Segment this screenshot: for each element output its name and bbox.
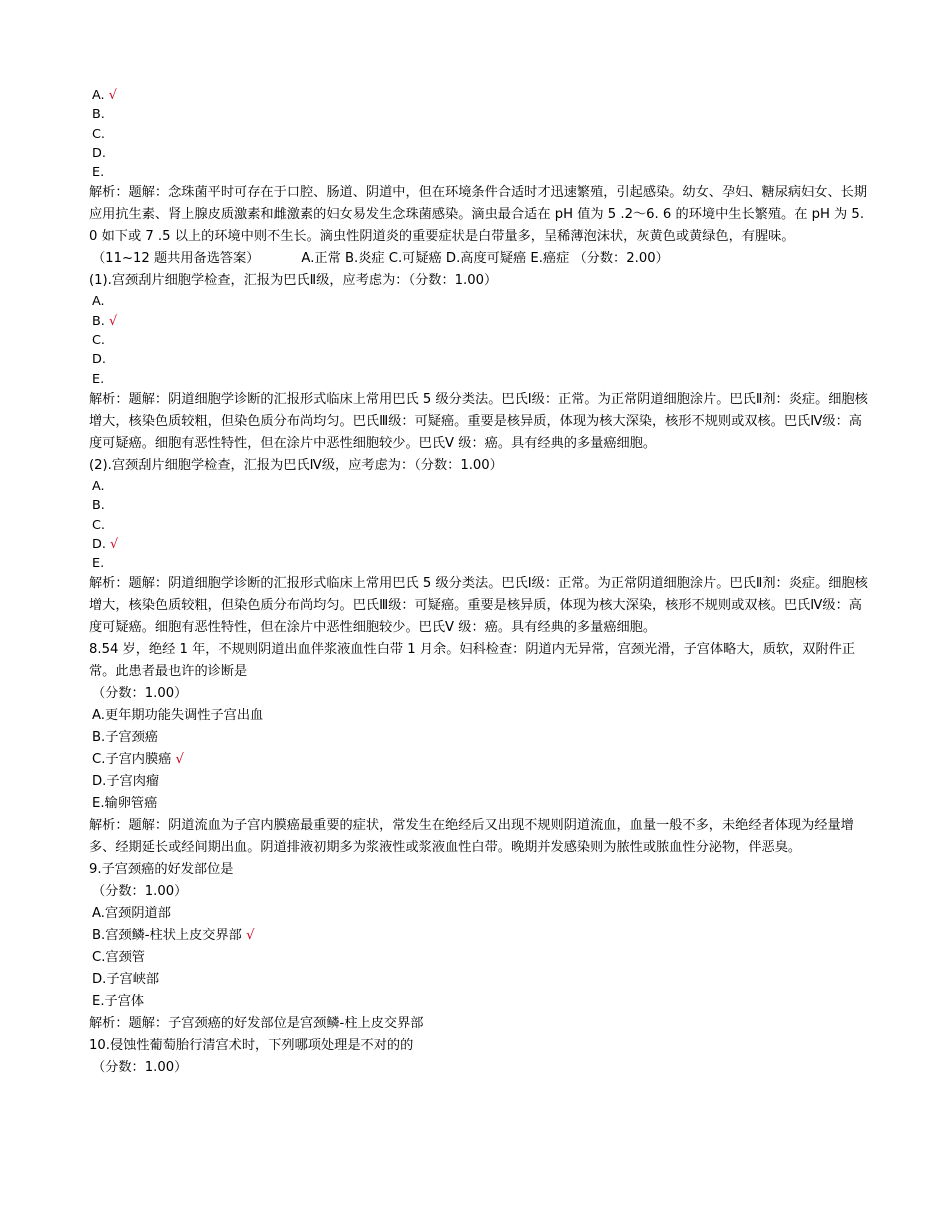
correct-mark: √: [108, 88, 117, 103]
option-e: E.: [92, 371, 105, 387]
option-a: A.更年期功能失调性子宫出血: [92, 708, 264, 724]
correct-mark: √: [246, 928, 255, 944]
option-c: C.宫颈管: [92, 950, 145, 966]
option-c: C.: [92, 333, 106, 349]
analysis-text: 解析：题解：念珠菌平时可存在于口腔、肠道、阴道中，但在环境条件合适时才迅速繁殖，引起感染。幼女、孕妇、糖尿病妇女、长期应用抗生素、肾上腺皮质激素和雌激素的妇女易发生念珠菌感染。滴虫最合适在 pH 值为 5 .2～6. 6 的环境中生长繁殖。在 pH 为 5. 0 如下或 7 .5 以上的环境中则不生长。滴虫性阴道炎的重要症状是白带量多，呈稀薄泡沫状，灰黄色或黄绿色，有腥味。: [89, 185, 868, 245]
option-e: E.: [92, 165, 105, 181]
option-d: D.: [92, 352, 106, 368]
option-b: B.宫颈鳞-柱状上皮交界部 √: [92, 928, 255, 944]
option-b: B.: [92, 498, 105, 514]
option-list: [89, 86, 869, 182]
analysis-text: 解析：题解：阴道细胞学诊断的汇报形式临床上常用巴氏 5 级分类法。巴氏Ⅰ级：正常。为正常阴道细胞涂片。巴氏Ⅱ剂：炎症。细胞核增大，核染色质较粗，但染色质分布尚均匀。巴氏Ⅲ级：可疑癌。重要是核异质，体现为核大深染，核形不规则或双核。巴氏Ⅳ级：高度可疑癌。细胞有恶性特性，但在涂片中恶性细胞较少。巴氏Ⅴ 级：癌。具有经典的多量癌细胞。: [89, 576, 868, 636]
option-e: E.输卵管癌: [92, 796, 158, 812]
analysis-text: 解析：题解：阴道流血为子宫内膜癌最重要的症状，常发生在绝经后又出现不规则阴道流血，血量一般不多，未绝经者体现为经量增多、经期延长或经间期出血。阴道排液初期多为浆液性或浆液血性白带。晚期并发感染则为脓性或脓血性分泌物，伴恶臭。: [89, 818, 854, 856]
question-stem: (1).宫颈刮片细胞学检查，汇报为巴氏Ⅱ级，应考虑为：（分数：1.00）: [89, 273, 498, 289]
analysis-text: 解析：题解：阴道细胞学诊断的汇报形式临床上常用巴氏 5 级分类法。巴氏Ⅰ级：正常。为正常阴道细胞涂片。巴氏Ⅱ剂：炎症。细胞核增大，核染色质较粗，但染色质分布尚均匀。巴氏Ⅲ级：可疑癌。重要是核异质，体现为核大深染，核形不规则或双核。巴氏Ⅳ级：高度可疑癌。细胞有恶性特性，但在涂片中恶性细胞较少。巴氏Ⅴ 级：癌。具有经典的多量癌细胞。: [89, 391, 868, 451]
group-header: （11~12 题共用备选答案） A.正常 B.炎症 C.可疑癌 D.高度可疑癌 E.癌症 （分数：2.00）: [92, 251, 669, 267]
document-page: [89, 86, 869, 1079]
question-score: （分数：1.00）: [92, 884, 188, 900]
question-stem: 8.54 岁，绝经 1 年，不规则阴道出血伴浆液血性白带 1 月余。妇科检查：阴道内无异常，宫颈光滑，子宫体略大，质软，双附件正常。此患者最也许的诊断是: [89, 642, 856, 680]
option-list: [89, 705, 869, 815]
option-c: C.: [92, 126, 106, 142]
option-a: A.: [92, 294, 105, 310]
option-c: C.子宫内膜癌 √: [92, 752, 184, 768]
correct-mark: √: [108, 313, 118, 329]
option-list: [89, 477, 869, 573]
option-c: C.: [92, 517, 106, 533]
correct-mark: √: [110, 536, 119, 552]
correct-mark: √: [175, 752, 184, 768]
option-e: E.: [92, 556, 105, 572]
question-stem: 10.侵蚀性葡萄胎行清宫术时，下列哪项处理是不对的的: [89, 1038, 414, 1054]
option-d: D.子宫峡部: [92, 972, 160, 988]
option-d: D. √: [92, 536, 119, 552]
question-score: （分数：1.00）: [92, 1060, 188, 1076]
option-b: B.: [92, 107, 105, 123]
question-stem: (2).宫颈刮片细胞学检查，汇报为巴氏Ⅳ级，应考虑为：（分数：1.00）: [89, 457, 503, 473]
option-list: [89, 903, 869, 1013]
option-d: D.子宫肉瘤: [92, 774, 160, 790]
option-list: [89, 292, 869, 388]
option-a: A.: [92, 478, 105, 494]
question-stem: 9.子宫颈癌的好发部位是: [89, 862, 234, 878]
question-score: （分数：1.00）: [92, 686, 188, 702]
option-a: A. √: [92, 88, 117, 103]
option-e: E.子宫体: [92, 994, 145, 1010]
option-a: A.宫颈阴道部: [92, 906, 171, 922]
analysis-text: 解析：题解：子宫颈癌的好发部位是宫颈鳞-柱上皮交界部: [89, 1016, 424, 1032]
option-b: B.子宫颈癌: [92, 730, 158, 746]
option-d: D.: [92, 145, 106, 161]
option-b: B. √: [92, 313, 118, 329]
